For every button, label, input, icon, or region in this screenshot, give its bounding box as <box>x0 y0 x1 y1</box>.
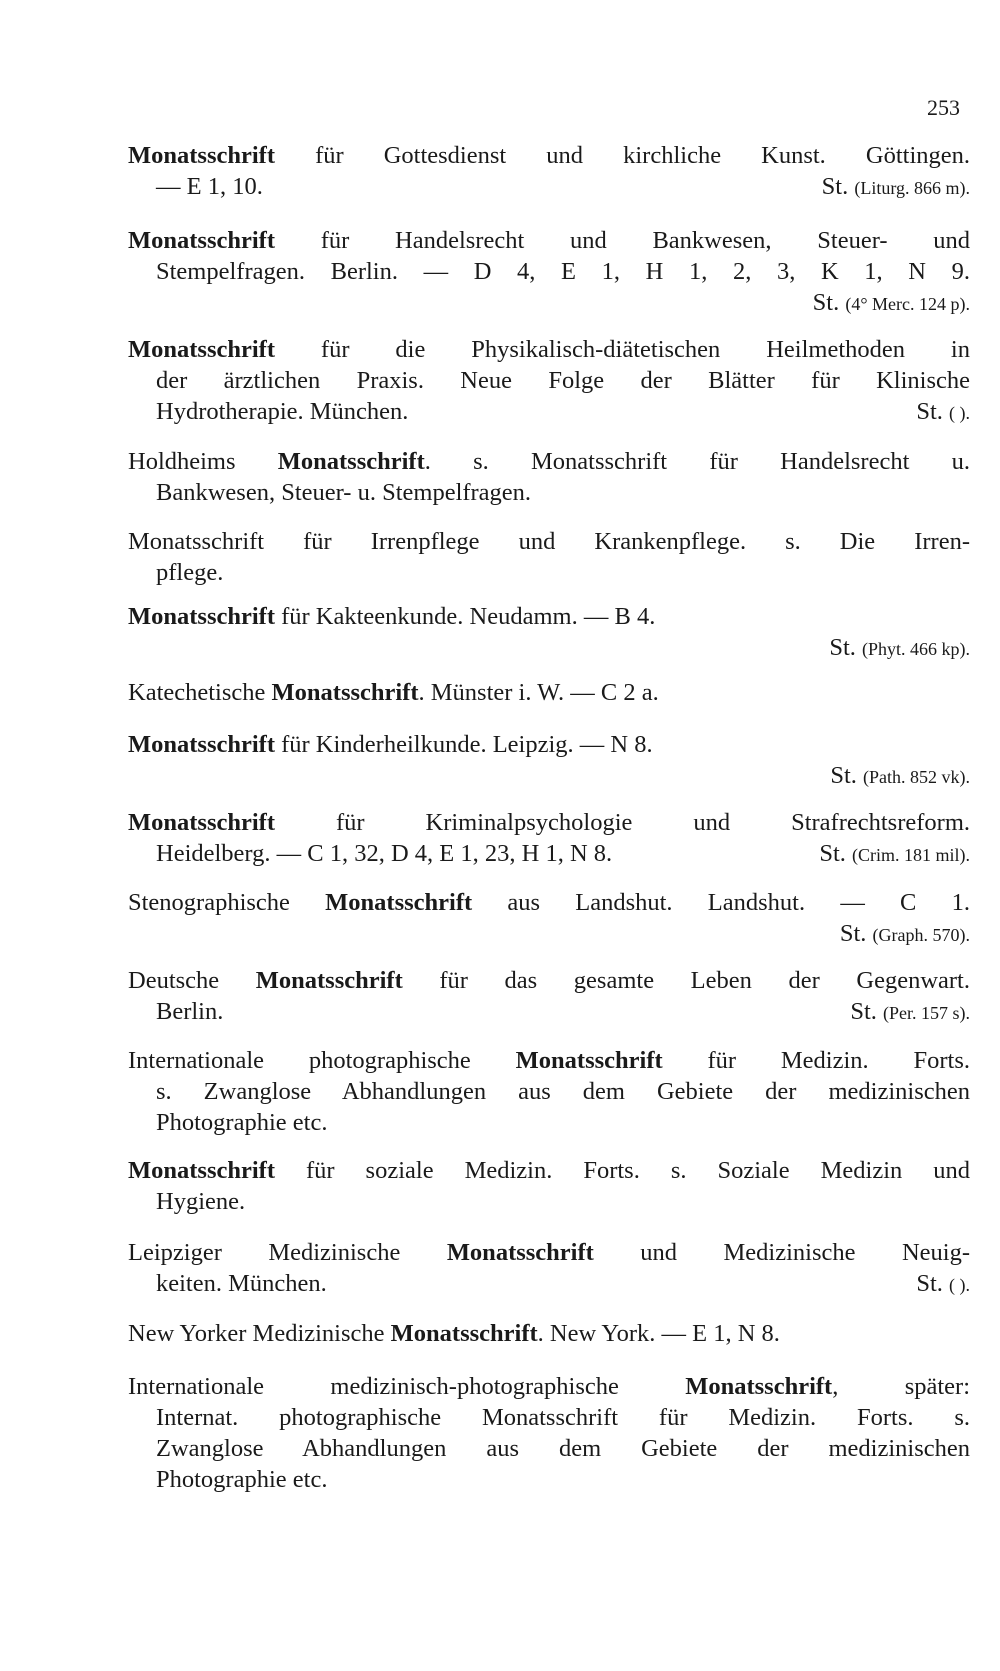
index-entry <box>128 140 970 204</box>
entry-line: Monatsschrift für Irrenpflege und Krankenpflege. s. Die Irren- <box>128 528 970 555</box>
holdings: — E 1, 10. <box>156 173 263 200</box>
shelfmark-signature: ( ). <box>949 1275 970 1295</box>
shelfmark-signature: (Path. 852 vk). <box>863 767 970 787</box>
index-entry <box>128 1045 970 1138</box>
entry-text: , später: <box>832 1373 971 1400</box>
index-entry <box>128 601 970 665</box>
index-entry <box>128 446 970 508</box>
shelfmark-label: St. <box>821 173 849 200</box>
entry-text: für Kriminalpsychologie und Strafrechtsreform. <box>274 809 970 836</box>
entry-line <box>128 1318 970 1349</box>
entry-text: für Gottesdienst und kirchliche Kunst. Göttingen. <box>274 142 970 169</box>
shelfmark-label: St. <box>850 998 877 1025</box>
entry-text: Katechetische <box>128 679 272 706</box>
entry-text: für Handelsrecht und Bankwesen, Steuer- und <box>274 227 970 254</box>
index-entry <box>128 1155 970 1217</box>
entry-keyword: Monatsschrift <box>685 1373 833 1400</box>
entry-line <box>128 677 970 708</box>
entry-keyword: Monatsschrift <box>128 1157 275 1184</box>
entry-text: keiten. München. <box>156 1270 327 1297</box>
entry-keyword: Monatsschrift <box>271 679 419 706</box>
entry-line: pflege. <box>156 559 224 586</box>
shelfmark <box>128 760 970 793</box>
entry-text: Internationale photographische <box>128 1047 516 1074</box>
shelfmark-signature: (Per. 157 s). <box>883 1003 970 1023</box>
entry-line: der ärztlichen Praxis. Neue Folge der Blätter für Klinische <box>156 367 970 394</box>
entry-keyword: Monatsschrift <box>128 142 275 169</box>
entry-line: Stempelfragen. Berlin. — D 4, E 1, H 1, 2, 3, K 1, N 9. <box>156 258 970 285</box>
entry-keyword: Monatsschrift <box>128 731 275 758</box>
shelfmark <box>822 171 970 204</box>
entry-text: für Medizin. Forts. <box>662 1047 970 1074</box>
page-number: 253 <box>927 95 960 120</box>
entry-text: . New York. — E 1, N 8. <box>537 1320 780 1347</box>
shelfmark-signature: (Phyt. 466 kp). <box>862 639 970 659</box>
entry-line: Zwanglose Abhandlungen aus dem Gebiete der medizinischen <box>156 1435 970 1462</box>
entry-text: New Yorker Medizinische <box>128 1320 391 1347</box>
entry-text: Holdheims <box>128 448 278 475</box>
entry-text: . s. Monatsschrift für Handelsrecht u. <box>424 448 970 475</box>
entry-text: Berlin. <box>156 998 224 1025</box>
entry-line: Photographie etc. <box>156 1109 328 1136</box>
index-entry <box>128 225 970 320</box>
shelfmark-signature: (Crim. 181 mil). <box>852 845 970 865</box>
index-entry <box>128 1318 970 1349</box>
entry-line <box>128 334 970 365</box>
entry-text: für Kakteenkunde. Neudamm. — B 4. <box>274 603 656 630</box>
entry-text: Internationale medizinisch-photographische <box>128 1373 686 1400</box>
entry-line <box>128 1268 970 1301</box>
entry-line: Internat. photographische Monatsschrift für Medizin. Forts. s. <box>156 1404 970 1431</box>
entry-text: Hydrotherapie. München. <box>156 398 409 425</box>
holdings: Heidelberg. — C 1, 32, D 4, E 1, 23, H 1, N 8. <box>156 840 613 867</box>
entry-text: . Münster i. W. — C 2 a. <box>418 679 659 706</box>
entry-line <box>128 601 970 632</box>
entry-line: Bankwesen, Steuer- u. Stempelfragen. <box>156 479 532 506</box>
entry-line <box>128 838 970 871</box>
entry-line <box>128 996 970 1029</box>
index-entry <box>128 334 970 429</box>
entry-line <box>128 1237 970 1268</box>
entry-line <box>128 1371 970 1402</box>
index-entry <box>128 887 970 951</box>
entry-keyword: Monatsschrift <box>277 448 425 475</box>
entry-text: für die Physikalisch-diätetischen Heilmethoden in <box>274 336 970 363</box>
entry-text: Deutsche <box>128 967 256 994</box>
index-entry <box>128 729 970 793</box>
shelfmark-signature: (4° Merc. 124 p). <box>845 294 970 314</box>
entry-text: Stenographische <box>128 889 326 916</box>
entry-text: und Medizinische Neuig- <box>593 1239 970 1266</box>
entry-line <box>128 140 970 171</box>
entry-line <box>128 729 970 760</box>
entry-text: für das gesamte Leben der Gegenwart. <box>402 967 970 994</box>
shelfmark <box>916 396 970 429</box>
shelfmark <box>128 918 970 951</box>
entry-line <box>128 1045 970 1076</box>
index-entry <box>128 526 970 588</box>
shelfmark-signature: (Liturg. 866 m). <box>854 178 970 198</box>
shelfmark-label: St. <box>830 762 857 789</box>
entry-keyword: Monatsschrift <box>128 603 275 630</box>
entry-keyword: Monatsschrift <box>255 967 403 994</box>
shelfmark <box>128 287 970 320</box>
entry-text: Leipziger Medizinische <box>128 1239 447 1266</box>
shelfmark-label: St. <box>916 1270 943 1297</box>
entry-line <box>128 171 970 204</box>
shelfmark-label: St. <box>812 289 840 316</box>
entry-line: s. Zwanglose Abhandlungen aus dem Gebiete der medizinischen <box>156 1078 970 1105</box>
shelfmark <box>916 1268 970 1301</box>
entry-keyword: Monatsschrift <box>390 1320 538 1347</box>
entry-keyword: Monatsschrift <box>325 889 473 916</box>
entry-line <box>128 225 970 256</box>
entry-keyword: Monatsschrift <box>446 1239 594 1266</box>
index-entry <box>128 1237 970 1301</box>
shelfmark-label: St. <box>916 398 943 425</box>
entry-line <box>128 446 970 477</box>
shelfmark <box>819 838 970 871</box>
entry-line <box>128 965 970 996</box>
entry-text: für Kinderheilkunde. Leipzig. — N 8. <box>274 731 653 758</box>
entry-line <box>128 1155 970 1186</box>
shelfmark-label: St. <box>839 920 867 947</box>
entry-text: aus Landshut. Landshut. — C 1. <box>472 889 970 916</box>
index-entry <box>128 965 970 1029</box>
shelfmark-label: St. <box>829 634 856 661</box>
entry-line: Photographie etc. <box>156 1466 328 1493</box>
entry-line <box>128 887 970 918</box>
shelfmark-signature: (Graph. 570). <box>872 925 970 945</box>
entry-text: für soziale Medizin. Forts. s. Soziale Medizin und <box>274 1157 970 1184</box>
entry-line <box>128 807 970 838</box>
shelfmark <box>850 996 970 1029</box>
entry-keyword: Monatsschrift <box>128 227 275 254</box>
index-entry <box>128 807 970 871</box>
entry-keyword: Monatsschrift <box>515 1047 663 1074</box>
entry-line <box>128 396 970 429</box>
shelfmark <box>128 632 970 665</box>
entry-keyword: Monatsschrift <box>128 809 275 836</box>
entry-keyword: Monatsschrift <box>128 336 275 363</box>
index-entry <box>128 677 970 708</box>
shelfmark-label: St. <box>819 840 846 867</box>
entry-line: Hygiene. <box>156 1188 246 1215</box>
index-entry <box>128 1371 970 1495</box>
shelfmark-signature: ( ). <box>949 403 970 423</box>
